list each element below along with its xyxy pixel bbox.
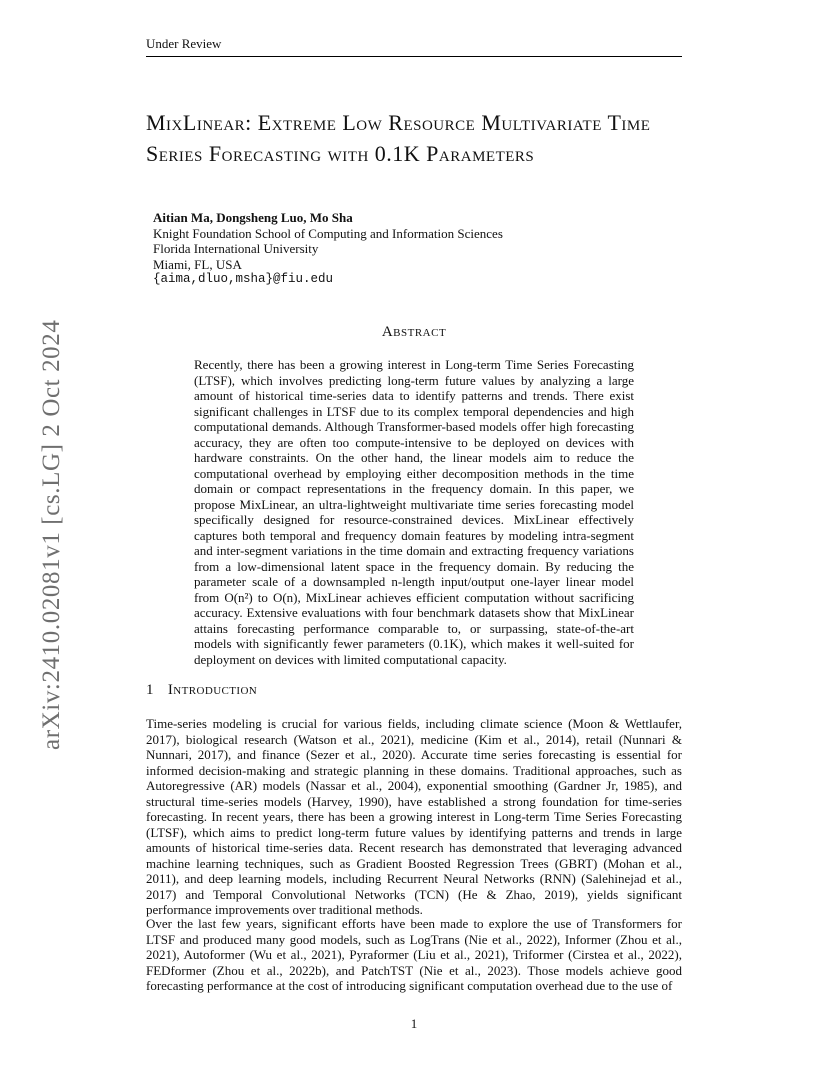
section-title: Introduction <box>167 682 258 698</box>
author-names: Aitian Ma, Dongsheng Luo, Mo Sha <box>153 210 353 225</box>
running-head: Under Review <box>146 36 682 57</box>
intro-paragraph-2: Over the last few years, significant efforts have been made to explore the use of Transformers for LTSF and produced many good models, such as LogTrans (Nie et al., 2022), Informer (Zhou et al., 2021), Autoformer (Wu et al., 2021), Pyraformer (Liu et al., 2021), Triformer (Cirstea et al., 2022), FEDformer (Zhou et al., 2022b), and PatchTST (Nie et al., 2023). Those models achieve good forecasting performance at the cost of introducing significant computation overhead due to the use of <box>146 916 682 993</box>
abstract-text: Recently, there has been a growing interest in Long-term Time Series Forecasting (LTSF), which involves predicting long-term future values by analyzing a large amount of historical time-series data to identify patterns and trends. There exist significant challenges in LTSF due to its complex temporal dependencies and high computational demands. Although Transformer-based models offer high forecasting accuracy, they are often too compute-intensive to be deployed on devices with hardware constraints. On the other hand, the linear models aim to reduce the computational overhead by employing either decomposition methods in the time domain or compact representations in the frequency domain. In this paper, we propose MixLinear, an ultra-lightweight multivariate time series forecasting model specifically designed for resource-constrained devices. MixLinear effectively captures both temporal and frequency domain features by modeling intra-segment and inter-segment variations in the time domain and extracting frequency variations from a low-dimensional latent space in the frequency domain. By reducing the parameter scale of a downsampled n-length input/output one-layer linear model from O(n²) to O(n), MixLinear achieves efficient computation without sacrificing accuracy. Extensive evaluations with four benchmark datasets show that MixLinear attains forecasting performance comparable to, or surpassing, state-of-the-art models with significantly fewer parameters (0.1K), which makes it well-suited for deployment on devices with limited computational capacity. <box>194 357 634 667</box>
intro-paragraph-1: Time-series modeling is crucial for various fields, including climate science (Moon & Wettlaufer, 2017), biological research (Watson et al., 2021), medicine (Kim et al., 2014), retail (Nunnari & Nunnari, 2017), and finance (Sezer et al., 2020). Accurate time series forecasting is essential for informed decision-making and strategic planning in these domains. Traditional approaches, such as Autoregressive (AR) models (Nassar et al., 2004), exponential smoothing (Gardner Jr, 1985), and structural time-series models (Harvey, 1990), have established a strong foundation for time-series forecasting. In recent years, there has been a growing interest in Long-term Time Series Forecasting (LTSF), which aims to predict long-term future values by identifying patterns and trends in large amounts of historical time-series data. Recent research has demonstrated that leveraging advanced machine learning techniques, such as Gradient Boosted Regression Trees (GBRT) (Mohan et al., 2011), and deep learning models, including Recurrent Neural Networks (RNN) (Salehinejad et al., 2017) and Temporal Convolutional Networks (TCN) (He & Zhao, 2019), yields significant performance improvements over traditional methods. <box>146 716 682 917</box>
author-email: {aima,dluo,msha}@fiu.edu <box>153 272 334 286</box>
paper-title: MixLinear: Extreme Low Resource Multivariate Time Series Forecasting with 0.1K Parameters <box>146 110 651 166</box>
abstract-heading: Abstract <box>381 324 447 340</box>
section-number: 1 <box>146 682 154 698</box>
author-university: Florida International University <box>153 241 319 256</box>
section-heading <box>146 682 257 699</box>
author-block <box>153 210 673 288</box>
author-affiliation: Knight Foundation School of Computing and Information Sciences <box>153 225 503 241</box>
author-location: Miami, FL, USA <box>153 256 242 272</box>
arxiv-identifier: arXiv:2410.02081v1 [cs.LG] 2 Oct 2024 <box>38 319 65 750</box>
page-number: 1 <box>410 1016 418 1031</box>
